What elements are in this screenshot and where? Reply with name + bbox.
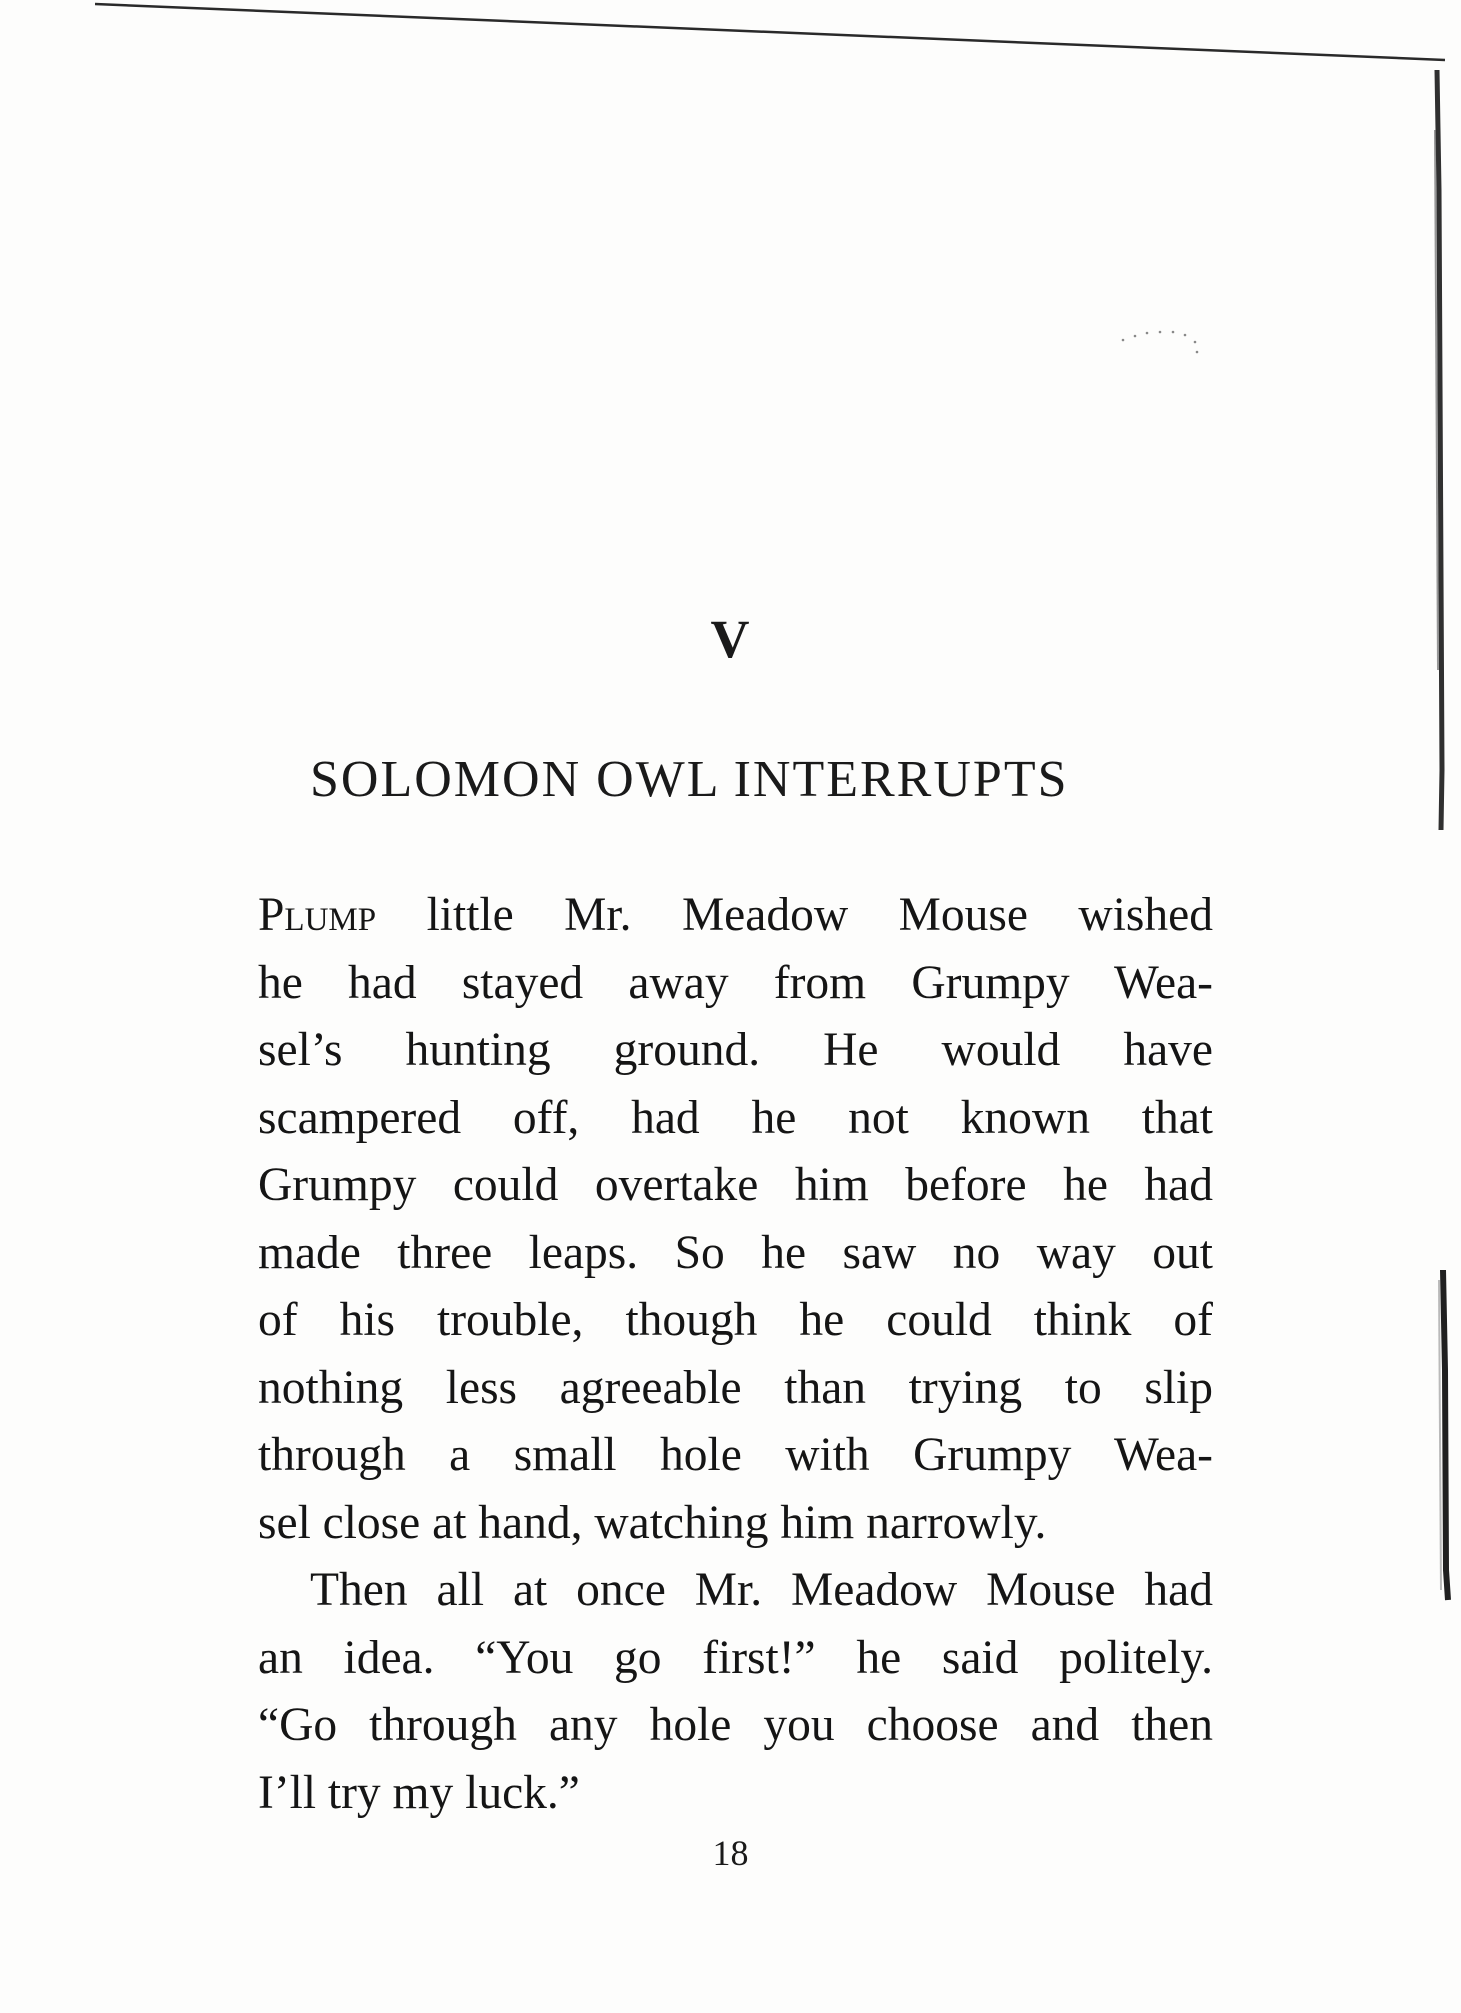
body-line: I’ll try my luck.”: [258, 1766, 580, 1819]
lead-word: Plump: [258, 889, 377, 941]
body-line: “Go through any hole you choose and then: [258, 1699, 1213, 1751]
body-line: he had stayed away from Grumpy Wea-: [258, 956, 1213, 1009]
page-number: 18: [712, 1833, 749, 1873]
body-line: through a small hole with Grumpy Wea-: [258, 1429, 1213, 1481]
body-line: an idea. “You go first!” he said politely.: [258, 1631, 1213, 1684]
body-line: of his trouble, though he could think of: [258, 1294, 1213, 1346]
body-line: sel’s hunting ground. He would have: [258, 1024, 1213, 1076]
body-line: sel close at hand, watching him narrowly.: [258, 1496, 1047, 1549]
body-line: scampered off, had he not known that: [258, 1091, 1213, 1144]
body-line: Then all at once Mr. Meadow Mouse had: [310, 1564, 1213, 1616]
chapter-title: SOLOMON OWL INTERRUPTS: [310, 751, 1069, 808]
body-line: nothing less agreeable than trying to slip: [258, 1361, 1213, 1414]
chapter-number: V: [710, 609, 751, 669]
page-edge-shadow: [1415, 70, 1455, 1720]
body-line: Grumpy could overtake him before he had: [258, 1159, 1213, 1211]
chapter-body: [258, 882, 1213, 1827]
body-line: Plump little Mr. Meadow Mouse wished: [258, 889, 1213, 941]
speck-marks: [1115, 320, 1215, 360]
page-top-edge-line: [95, 0, 1445, 62]
body-line: made three leaps. So he saw no way out: [258, 1226, 1213, 1279]
